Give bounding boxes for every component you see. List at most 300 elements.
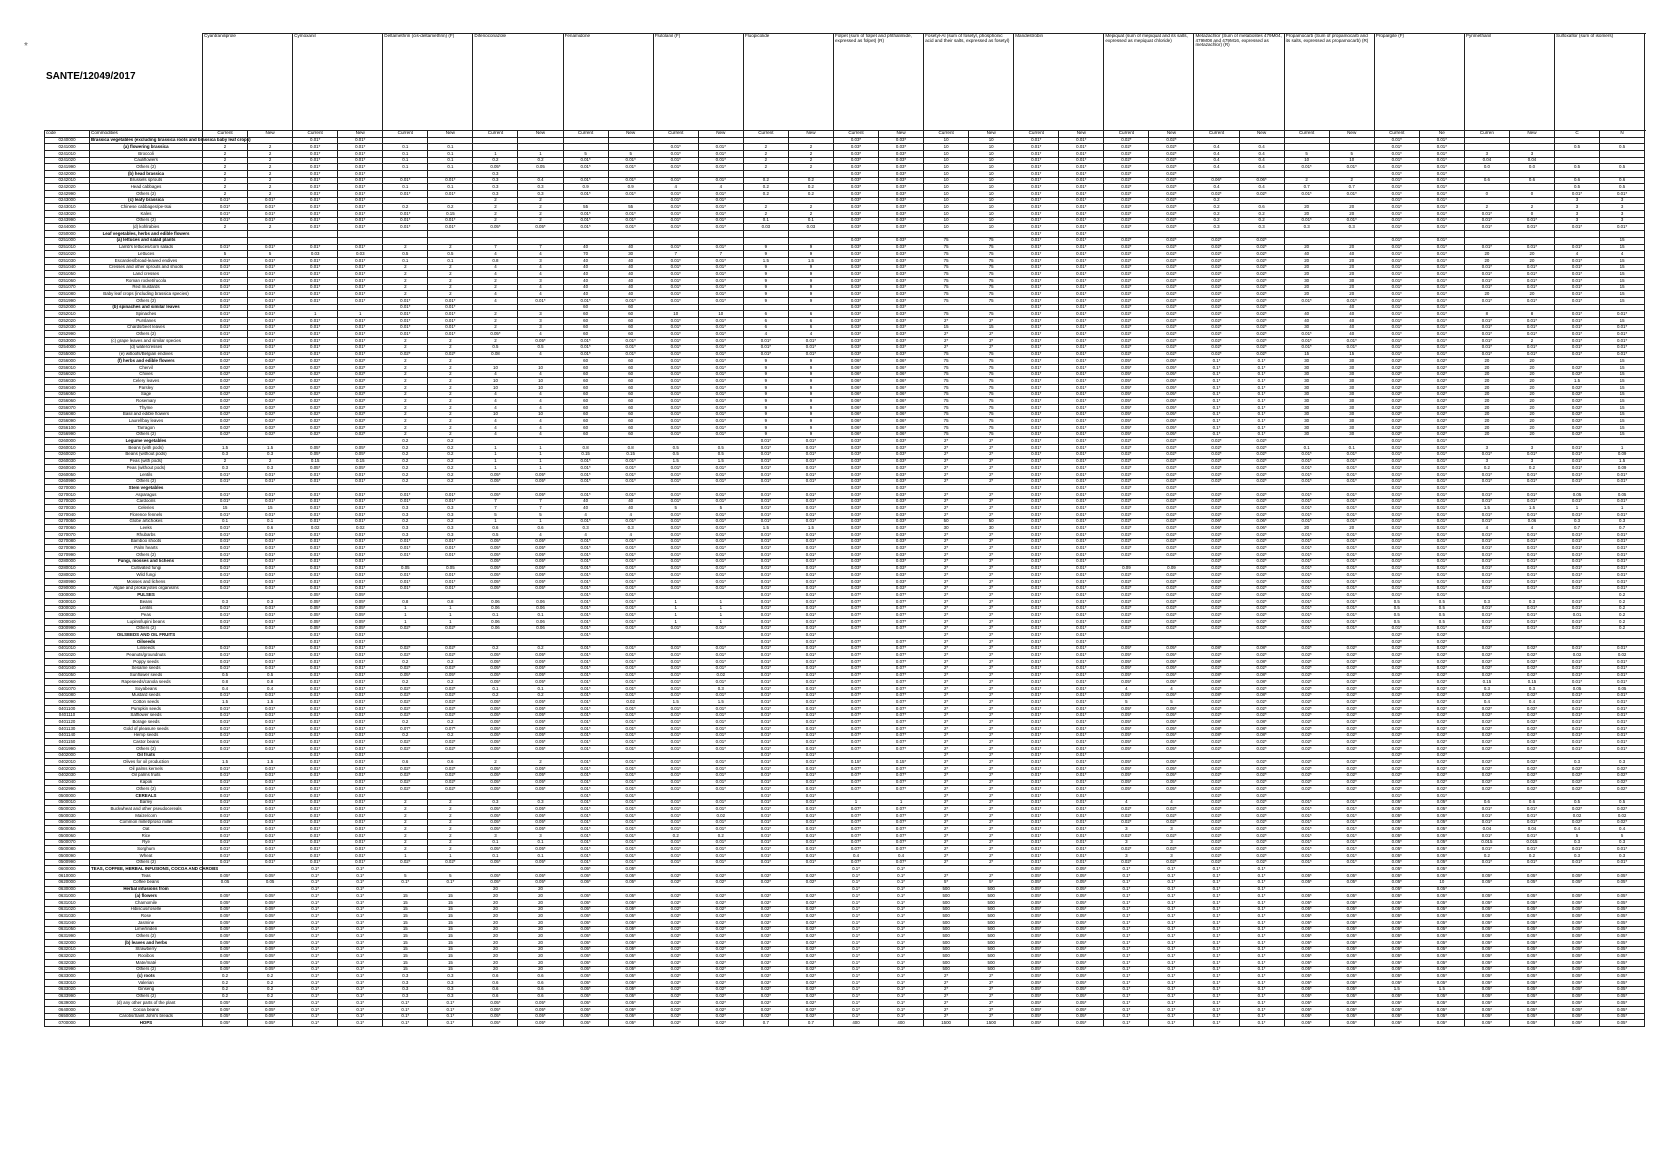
mrl-value-cell: 0.07* bbox=[833, 846, 878, 853]
mrl-value-cell: 0.02* bbox=[788, 933, 833, 940]
mrl-value-cell bbox=[1464, 866, 1509, 873]
mrl-value-cell: 1 bbox=[428, 619, 473, 626]
mrl-value-cell: 0.05* bbox=[518, 726, 563, 733]
mrl-value-cell: 2* bbox=[924, 498, 969, 505]
commodity-name: Palm hearts bbox=[90, 545, 203, 552]
mrl-value-cell: 0.03* bbox=[833, 150, 878, 157]
mrl-value-cell: 0.02* bbox=[1374, 371, 1419, 378]
mrl-value-cell bbox=[969, 304, 1014, 311]
mrl-value-cell: 0.05* bbox=[473, 873, 518, 880]
mrl-value-cell: 0.05* bbox=[563, 919, 608, 926]
commodity-code: 0401110 bbox=[45, 712, 90, 719]
mrl-value-cell: 0.02* bbox=[743, 986, 788, 993]
mrl-value-cell: 0.01* bbox=[698, 853, 743, 860]
mrl-value-cell: 0.02* bbox=[1149, 204, 1194, 211]
mrl-value-cell: 0.05* bbox=[1419, 893, 1464, 900]
mrl-value-cell: 0.05* bbox=[1600, 919, 1645, 926]
mrl-value-cell: 0.02* bbox=[1194, 766, 1239, 773]
mrl-value-cell: 0.02* bbox=[1239, 605, 1284, 612]
mrl-value-cell: 0.02* bbox=[1149, 184, 1194, 191]
mrl-value-cell: 0.01* bbox=[203, 331, 248, 338]
mrl-value-cell: 0.1* bbox=[1194, 1020, 1239, 1027]
mrl-value-cell: 0.01* bbox=[1555, 244, 1600, 251]
mrl-value-cell: 0.01* bbox=[1329, 298, 1374, 305]
mrl-value-cell: 2 bbox=[428, 431, 473, 438]
mrl-value-cell: 0.01* bbox=[1419, 518, 1464, 525]
mrl-value-cell: 0.2 bbox=[1600, 619, 1645, 626]
mrl-value-cell: 0.5 bbox=[383, 251, 428, 258]
mrl-value-cell: 40 bbox=[563, 244, 608, 251]
mrl-value-cell: 0.05* bbox=[1600, 940, 1645, 947]
mrl-value-cell: 0.06* bbox=[879, 378, 924, 385]
mrl-value-cell: 0.1* bbox=[293, 980, 338, 987]
mrl-value-cell: 2* bbox=[969, 986, 1014, 993]
mrl-value-cell: 75 bbox=[969, 418, 1014, 425]
mrl-value-cell: 0.05* bbox=[293, 605, 338, 612]
mrl-value-cell: 0.01* bbox=[1059, 405, 1104, 412]
mrl-value-cell: 2* bbox=[924, 592, 969, 599]
mrl-value-cell: 3 bbox=[1509, 445, 1554, 452]
mrl-value-cell bbox=[833, 792, 878, 799]
mrl-value-cell: 0.02* bbox=[383, 766, 428, 773]
mrl-value-cell: 2* bbox=[924, 632, 969, 639]
mrl-value-cell: 0.02* bbox=[1329, 665, 1374, 672]
table-row bbox=[45, 491, 1645, 498]
mrl-value-cell: 0.02* bbox=[1104, 264, 1149, 271]
mrl-value-cell: 0.01* bbox=[608, 157, 653, 164]
mrl-value-cell bbox=[743, 304, 788, 311]
mrl-value-cell: 0.03* bbox=[879, 257, 924, 264]
mrl-value-cell bbox=[1600, 792, 1645, 799]
mrl-value-cell: 0.01* bbox=[1374, 318, 1419, 325]
mrl-value-cell: 0.01* bbox=[653, 298, 698, 305]
mrl-value-cell: 0.05* bbox=[1149, 719, 1194, 726]
mrl-value-cell: 0.01* bbox=[293, 277, 338, 284]
mrl-value-cell: 0.03* bbox=[879, 578, 924, 585]
mrl-value-cell: 0.05* bbox=[248, 966, 293, 973]
mrl-value-cell: 0.01* bbox=[293, 197, 338, 204]
mrl-value-cell: 0.01* bbox=[1059, 619, 1104, 626]
mrl-value-cell: 0.05* bbox=[1600, 1000, 1645, 1007]
mrl-value-cell: 0.07* bbox=[833, 685, 878, 692]
mrl-value-cell: 20 bbox=[473, 960, 518, 967]
mrl-value-cell: 0.01* bbox=[203, 726, 248, 733]
mrl-value-cell: 2 bbox=[743, 211, 788, 218]
mrl-value-cell: 0.01* bbox=[1509, 491, 1554, 498]
commodity-code: 0270030 bbox=[45, 505, 90, 512]
mrl-value-cell: 0.01* bbox=[383, 578, 428, 585]
mrl-value-cell: 0.01* bbox=[203, 291, 248, 298]
table-row bbox=[45, 344, 1645, 351]
mrl-value-cell: 0.1* bbox=[1239, 913, 1284, 920]
sub-header-cell: New bbox=[698, 130, 743, 137]
mrl-value-cell: 0.01* bbox=[1059, 445, 1104, 452]
mrl-value-cell bbox=[1555, 438, 1600, 445]
mrl-value-cell: 500 bbox=[969, 966, 1014, 973]
mrl-value-cell: 0.02* bbox=[1104, 612, 1149, 619]
mrl-value-cell: 0.02* bbox=[1149, 304, 1194, 311]
mrl-value-cell: 0.02* bbox=[653, 926, 698, 933]
mrl-value-cell bbox=[698, 592, 743, 599]
mrl-value-cell bbox=[653, 866, 698, 873]
mrl-value-cell: 0.01* bbox=[338, 545, 383, 552]
mrl-value-cell: 10 bbox=[518, 378, 563, 385]
mrl-value-cell: 0.02* bbox=[1419, 418, 1464, 425]
mrl-value-cell: 0.01* bbox=[1419, 792, 1464, 799]
mrl-value-cell: 0.05* bbox=[1555, 879, 1600, 886]
mrl-value-cell: 0.02* bbox=[1374, 732, 1419, 739]
mrl-value-cell: 0.05* bbox=[1464, 913, 1509, 920]
mrl-value-cell: 0.01* bbox=[383, 538, 428, 545]
mrl-value-cell: 0.1* bbox=[879, 899, 924, 906]
mrl-value-cell: 0.01* bbox=[1555, 271, 1600, 278]
mrl-value-cell: 0.01* bbox=[1059, 197, 1104, 204]
mrl-value-cell: 2* bbox=[924, 792, 969, 799]
commodity-name: Chives bbox=[90, 371, 203, 378]
mrl-value-cell: 0.01* bbox=[1014, 605, 1059, 612]
commodity-code: 0402040 bbox=[45, 779, 90, 786]
mrl-value-cell: 0.01* bbox=[293, 217, 338, 224]
mrl-value-cell: 0.01* bbox=[1555, 298, 1600, 305]
mrl-value-cell: 0.01* bbox=[1600, 846, 1645, 853]
mrl-value-cell: 0.02* bbox=[1149, 819, 1194, 826]
mrl-value-cell: 75 bbox=[969, 405, 1014, 412]
mrl-value-cell: 60 bbox=[608, 364, 653, 371]
substance-header: Folpet (sum of folpet and phthalimide, expressed as folpet) (R) bbox=[833, 34, 923, 131]
mrl-value-cell: 0.05* bbox=[1059, 946, 1104, 953]
mrl-value-cell: 0.1 bbox=[428, 157, 473, 164]
mrl-value-cell: 0.03* bbox=[879, 324, 924, 331]
mrl-value-cell: 4 bbox=[518, 431, 563, 438]
mrl-value-cell: 0.3 bbox=[428, 512, 473, 519]
mrl-value-cell: 2 bbox=[428, 358, 473, 365]
commodity-code: 0241020 bbox=[45, 157, 90, 164]
mrl-value-cell: 0.01* bbox=[1329, 565, 1374, 572]
mrl-value-cell: 9 bbox=[743, 431, 788, 438]
mrl-value-cell: 0.01* bbox=[788, 605, 833, 612]
mrl-value-cell: 0.01* bbox=[338, 518, 383, 525]
mrl-value-cell: 0.01* bbox=[788, 445, 833, 452]
mrl-value-cell: 0.05* bbox=[248, 919, 293, 926]
mrl-value-cell: 0.01* bbox=[338, 739, 383, 746]
mrl-value-cell: 0.01* bbox=[698, 552, 743, 559]
mrl-value-cell: 0.1* bbox=[1149, 940, 1194, 947]
mrl-value-cell: 0.01* bbox=[1464, 344, 1509, 351]
mrl-value-cell: 0.03* bbox=[833, 291, 878, 298]
mrl-value-cell: 0.01* bbox=[1555, 578, 1600, 585]
mrl-value-cell: 0.01* bbox=[563, 672, 608, 679]
mrl-value-cell: 0.02* bbox=[1374, 752, 1419, 759]
mrl-value-cell: 0.05 bbox=[1600, 685, 1645, 692]
commodity-code: 0402020 bbox=[45, 766, 90, 773]
mrl-value-cell: 0.01* bbox=[203, 498, 248, 505]
mrl-value-cell: 0.01* bbox=[248, 779, 293, 786]
mrl-value-cell: 0.03* bbox=[879, 478, 924, 485]
mrl-value-cell: 75 bbox=[969, 398, 1014, 405]
mrl-value-cell: 0.01* bbox=[293, 665, 338, 672]
mrl-value-cell: 0.02* bbox=[428, 772, 473, 779]
mrl-value-cell: 0.05* bbox=[1014, 1020, 1059, 1027]
mrl-value-cell: 0.02* bbox=[1194, 545, 1239, 552]
commodity-code: 0251040 bbox=[45, 264, 90, 271]
mrl-value-cell: 20 bbox=[1464, 371, 1509, 378]
mrl-value-cell: 0.01* bbox=[743, 652, 788, 659]
mrl-value-cell: 0.01* bbox=[1464, 451, 1509, 458]
mrl-value-cell: 0.02* bbox=[1239, 351, 1284, 358]
mrl-value-cell: 0.05* bbox=[1284, 973, 1329, 980]
mrl-value-cell: 0.01* bbox=[1014, 137, 1059, 144]
substance-header: Difenoconazole bbox=[473, 34, 563, 131]
mrl-value-cell: 0.05* bbox=[1284, 940, 1329, 947]
mrl-value-cell: 0.01* bbox=[203, 545, 248, 552]
mrl-value-cell: 0.01* bbox=[1464, 298, 1509, 305]
mrl-value-cell: 2 bbox=[473, 338, 518, 345]
mrl-value-cell: 0.02* bbox=[203, 358, 248, 365]
mrl-value-cell: 0.02* bbox=[1419, 378, 1464, 385]
mrl-value-cell: 2 bbox=[428, 371, 473, 378]
mrl-value-cell: 0.05* bbox=[293, 451, 338, 458]
mrl-value-cell: 0.01* bbox=[653, 732, 698, 739]
mrl-value-cell: 0.1* bbox=[1149, 1000, 1194, 1007]
mrl-value-cell: 0.02* bbox=[1239, 271, 1284, 278]
mrl-value-cell: 0.01* bbox=[1419, 538, 1464, 545]
mrl-value-cell: 3 bbox=[1600, 204, 1645, 211]
mrl-value-cell: 0.02* bbox=[1239, 585, 1284, 592]
mrl-value-cell: 15 bbox=[1600, 431, 1645, 438]
mrl-value-cell: 0.01* bbox=[1284, 164, 1329, 171]
mrl-value-cell: 0.08* bbox=[1239, 719, 1284, 726]
mrl-value-cell: 0.05* bbox=[1374, 833, 1419, 840]
mrl-value-cell: 0.1* bbox=[1194, 873, 1239, 880]
substance-header: Fluopicolide bbox=[743, 34, 833, 131]
mrl-value-cell: 0.01* bbox=[1555, 552, 1600, 559]
mrl-value-cell: 0.2 bbox=[383, 478, 428, 485]
mrl-value-cell bbox=[1509, 752, 1554, 759]
mrl-value-cell: 0.01* bbox=[1555, 538, 1600, 545]
mrl-value-cell: 60 bbox=[608, 384, 653, 391]
substance-header: Propargite (F) bbox=[1374, 34, 1464, 131]
mrl-value-cell: 2 bbox=[383, 418, 428, 425]
mrl-value-cell: 0.1* bbox=[833, 933, 878, 940]
mrl-value-cell: 0.01* bbox=[1600, 585, 1645, 592]
mrl-value-cell: 0.05* bbox=[1014, 893, 1059, 900]
table-row bbox=[45, 1020, 1645, 1027]
mrl-value-cell: 0.01* bbox=[1014, 726, 1059, 733]
mrl-value-cell: 0.02* bbox=[338, 384, 383, 391]
mrl-value-cell: 60 bbox=[563, 371, 608, 378]
mrl-value-cell: 0.2 bbox=[428, 659, 473, 666]
mrl-value-cell: 0.8 bbox=[608, 445, 653, 452]
table-row bbox=[45, 311, 1645, 318]
mrl-value-cell: 0.01* bbox=[653, 271, 698, 278]
mrl-value-cell: 0.01* bbox=[248, 853, 293, 860]
mrl-value-cell: 0.01* bbox=[338, 639, 383, 646]
mrl-value-cell: 0.01* bbox=[563, 853, 608, 860]
mrl-value-cell: 0.01* bbox=[248, 652, 293, 659]
mrl-value-cell: 0.01* bbox=[1059, 679, 1104, 686]
mrl-value-cell: 60 bbox=[563, 304, 608, 311]
mrl-value-cell: 60 bbox=[563, 384, 608, 391]
mrl-value-cell: 2* bbox=[924, 986, 969, 993]
mrl-value-cell: 0.03* bbox=[833, 197, 878, 204]
mrl-value-cell: 0.02* bbox=[1239, 565, 1284, 572]
mrl-value-cell: 500 bbox=[924, 940, 969, 947]
mrl-value-cell: 0.1* bbox=[293, 926, 338, 933]
mrl-value-cell: 0.02* bbox=[1239, 478, 1284, 485]
mrl-value-cell: 0.01* bbox=[1329, 538, 1374, 545]
mrl-value-cell: 0.01* bbox=[1014, 425, 1059, 432]
mrl-value-cell: 1 bbox=[473, 451, 518, 458]
mrl-value-cell: 0.02* bbox=[698, 973, 743, 980]
commodity-name: Lime/linden bbox=[90, 926, 203, 933]
mrl-value-cell: 0.01* bbox=[1555, 545, 1600, 552]
mrl-value-cell: 0.01* bbox=[203, 318, 248, 325]
mrl-value-cell: 0.05* bbox=[203, 873, 248, 880]
mrl-value-cell: 0.07* bbox=[879, 746, 924, 753]
mrl-value-cell: 0.01* bbox=[743, 445, 788, 452]
mrl-value-cell bbox=[1329, 866, 1374, 873]
mrl-value-cell: 0.05* bbox=[338, 612, 383, 619]
mrl-value-cell: 0.02* bbox=[203, 418, 248, 425]
mrl-value-cell: 0.01* bbox=[788, 732, 833, 739]
mrl-value-cell bbox=[1509, 231, 1554, 238]
mrl-value-cell: 0.03* bbox=[833, 478, 878, 485]
mrl-value-cell: 0.05* bbox=[1464, 899, 1509, 906]
mrl-value-cell bbox=[518, 137, 563, 144]
mrl-value-cell: 0.03* bbox=[879, 451, 924, 458]
mrl-value-cell: 0.01* bbox=[743, 505, 788, 512]
mrl-value-cell: 0.07* bbox=[833, 732, 878, 739]
mrl-value-cell: 0.1 bbox=[248, 518, 293, 525]
mrl-value-cell bbox=[1329, 639, 1374, 646]
mrl-value-cell: 0.05* bbox=[1509, 893, 1554, 900]
mrl-value-cell: 0.07* bbox=[833, 779, 878, 786]
mrl-value-cell: 0.03* bbox=[879, 525, 924, 532]
mrl-value-cell: 0.02* bbox=[1419, 364, 1464, 371]
mrl-value-cell: 0.1 bbox=[383, 184, 428, 191]
mrl-value-cell: 0.01* bbox=[203, 826, 248, 833]
mrl-value-cell: 0.01* bbox=[1059, 485, 1104, 492]
mrl-value-cell: 0.01* bbox=[1464, 605, 1509, 612]
commodity-code: 0300040 bbox=[45, 619, 90, 626]
mrl-value-cell: 0.05* bbox=[608, 1000, 653, 1007]
mrl-value-cell: 0.02* bbox=[653, 946, 698, 953]
mrl-value-cell: 60 bbox=[608, 425, 653, 432]
mrl-value-cell: 0.02* bbox=[1329, 759, 1374, 766]
mrl-value-cell: 0.01* bbox=[563, 632, 608, 639]
mrl-value-cell: 0.01* bbox=[248, 344, 293, 351]
mrl-value-cell: 0.05* bbox=[1104, 772, 1149, 779]
mrl-value-cell: 0.01* bbox=[698, 204, 743, 211]
mrl-value-cell: 0.02* bbox=[1104, 819, 1149, 826]
mrl-value-cell: 0.01* bbox=[203, 846, 248, 853]
mrl-value-cell: 0.01* bbox=[203, 532, 248, 539]
mrl-value-cell: 0.01* bbox=[293, 572, 338, 579]
mrl-value-cell: 0.02* bbox=[1149, 298, 1194, 305]
mrl-value-cell bbox=[338, 485, 383, 492]
mrl-value-cell: 0.05* bbox=[1014, 866, 1059, 873]
mrl-value-cell: 0.01* bbox=[203, 552, 248, 559]
mrl-value-cell: 0.01* bbox=[788, 478, 833, 485]
mrl-value-cell: 0.4 bbox=[1464, 699, 1509, 706]
mrl-value-cell: 2 bbox=[1464, 204, 1509, 211]
mrl-value-cell: 0.06* bbox=[833, 384, 878, 391]
mrl-value-cell bbox=[1509, 170, 1554, 177]
mrl-value-cell: 0.02* bbox=[1329, 779, 1374, 786]
commodity-name: Others (2) bbox=[90, 217, 203, 224]
mrl-value-cell: 0.01* bbox=[698, 411, 743, 418]
mrl-value-cell: 0.1* bbox=[879, 953, 924, 960]
commodity-code: 0256050 bbox=[45, 391, 90, 398]
mrl-value-cell: 0.01* bbox=[1329, 585, 1374, 592]
mrl-value-cell: 0.2 bbox=[788, 177, 833, 184]
substance-header: Fosetyl-Al (sum of fosetyl, phosphonic acid and their salts, expressed as fosetyl) bbox=[924, 34, 1014, 131]
mrl-value-cell: 0.02* bbox=[1194, 344, 1239, 351]
mrl-value-cell: 0.01* bbox=[698, 398, 743, 405]
mrl-value-cell: 0.1* bbox=[1104, 973, 1149, 980]
mrl-value-cell: 0.1* bbox=[879, 946, 924, 953]
mrl-value-cell: 3 bbox=[518, 311, 563, 318]
mrl-value-cell: 0.06 bbox=[473, 619, 518, 626]
mrl-value-cell: 0.01* bbox=[1374, 578, 1419, 585]
mrl-value-cell: 0.01* bbox=[1600, 645, 1645, 652]
mrl-value-cell: 0.1* bbox=[1194, 405, 1239, 412]
mrl-value-cell: 0.2 bbox=[383, 438, 428, 445]
mrl-value-cell: 0.01* bbox=[1464, 552, 1509, 559]
mrl-value-cell: 0.05* bbox=[1374, 960, 1419, 967]
mrl-value-cell bbox=[383, 231, 428, 238]
table-row bbox=[45, 144, 1645, 151]
mrl-value-cell bbox=[1509, 592, 1554, 599]
mrl-value-cell bbox=[293, 237, 338, 244]
mrl-value-cell: 0.01* bbox=[698, 719, 743, 726]
mrl-value-cell bbox=[563, 752, 608, 759]
mrl-value-cell: 0.1* bbox=[1239, 993, 1284, 1000]
mrl-value-cell bbox=[1329, 752, 1374, 759]
mrl-value-cell: 0.01* bbox=[1014, 518, 1059, 525]
mrl-value-cell: 0.02* bbox=[743, 926, 788, 933]
mrl-value-cell: 0.01* bbox=[788, 632, 833, 639]
mrl-value-cell: 0.05* bbox=[1374, 893, 1419, 900]
mrl-value-cell: 0.01* bbox=[248, 612, 293, 619]
mrl-value-cell: 0.05* bbox=[1149, 705, 1194, 712]
mrl-value-cell: 0.1* bbox=[293, 1006, 338, 1013]
mrl-value-cell: 0.02* bbox=[203, 411, 248, 418]
mrl-value-cell: 0.02* bbox=[1555, 371, 1600, 378]
mrl-value-cell: 0.1* bbox=[833, 879, 878, 886]
mrl-value-cell: 0.03* bbox=[833, 211, 878, 218]
mrl-value-cell: 0.01* bbox=[563, 578, 608, 585]
mrl-value-cell: 0.01* bbox=[338, 812, 383, 819]
mrl-value-cell: 0.1 bbox=[788, 217, 833, 224]
mrl-value-cell: 0.02* bbox=[1239, 331, 1284, 338]
mrl-value-cell: 0.01* bbox=[1014, 277, 1059, 284]
mrl-value-cell: 30 bbox=[1329, 398, 1374, 405]
mrl-value-cell: 0.01* bbox=[1059, 137, 1104, 144]
mrl-value-cell: 0.05* bbox=[518, 746, 563, 753]
mrl-value-cell bbox=[338, 231, 383, 238]
mrl-value-cell: 0.05* bbox=[1600, 966, 1645, 973]
sub-header-cell: Current bbox=[383, 130, 428, 137]
mrl-value-cell: 3 bbox=[1600, 197, 1645, 204]
mrl-value-cell: 1 bbox=[653, 612, 698, 619]
mrl-value-cell: 0.01* bbox=[1014, 859, 1059, 866]
mrl-value-cell: 0.02* bbox=[1239, 578, 1284, 585]
mrl-value-cell: 0.01* bbox=[1374, 485, 1419, 492]
mrl-value-cell: 0.01* bbox=[248, 204, 293, 211]
mrl-value-cell: 10 bbox=[924, 150, 969, 157]
mrl-value-cell: 0.07* bbox=[879, 685, 924, 692]
